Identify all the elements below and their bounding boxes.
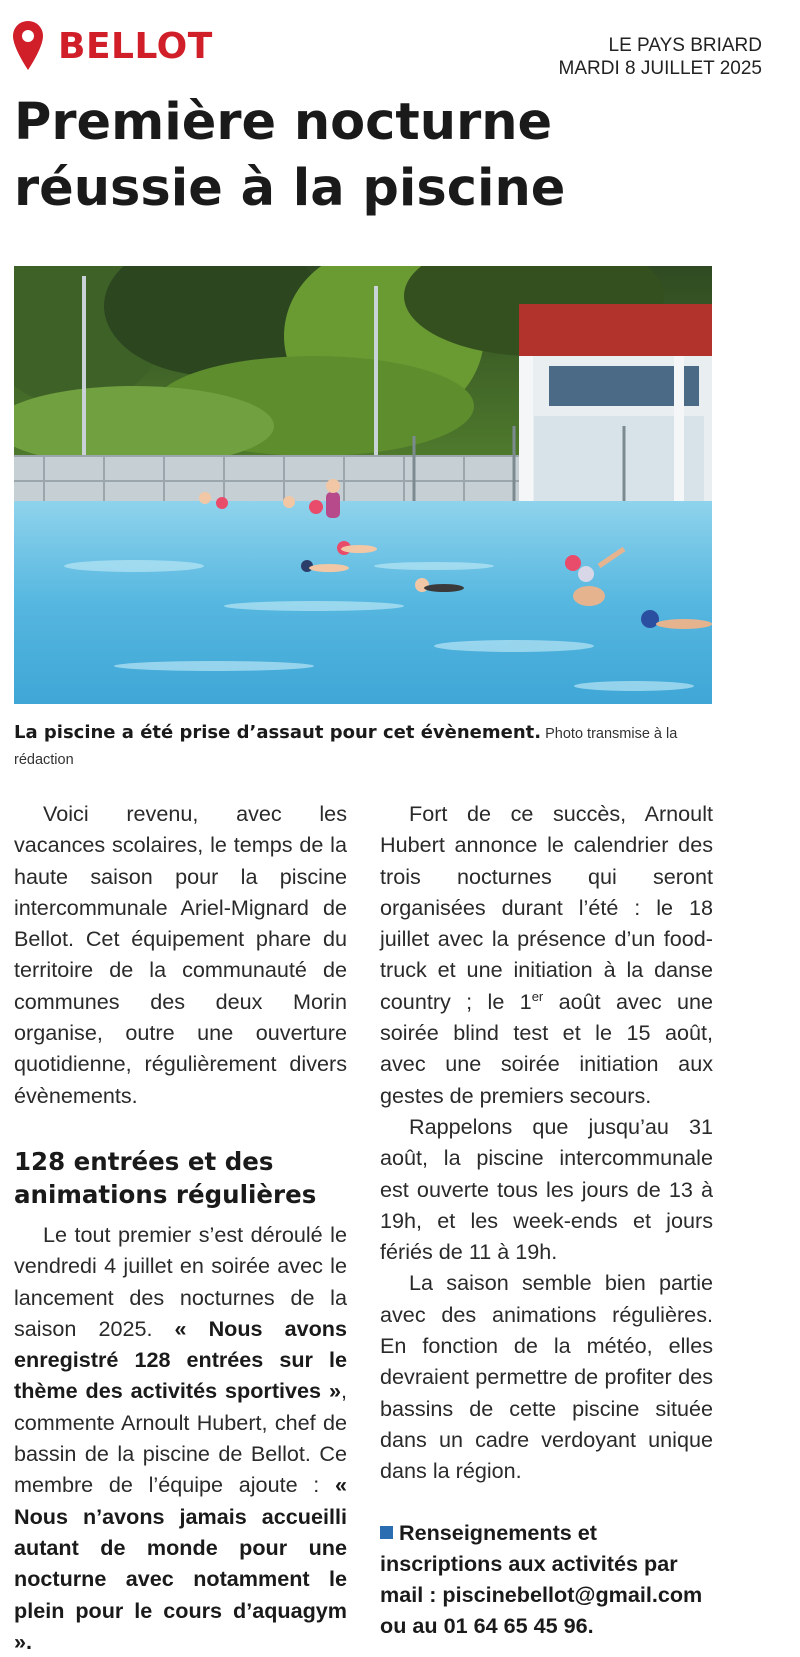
article-paragraph-5: La saison semble bien partie avec des animations régulières. En fonction de la météo, elles devraient permettre de profiter des bassins de cette piscine située dans un cadre verdoyant unique dans la région. [380,1270,713,1484]
article-paragraph-1: Voici revenu, avec les vacances scolaires, le temps de la haute saison pour la piscine intercommunale Ariel-Mignard de Bellot. Cet équipement phare du territoire de la communauté de communes des deux Morin organise, outre une ouverture quotidienne, régulièrement divers évènements. [14,801,347,1108]
quote-1: « Nous avons enregistré 128 entrées sur le thème des activités sportives » [14,1315,347,1404]
caption-text: La piscine a été prise d’assaut pour cet évènement. [14,722,542,743]
photo-credit: Photo transmise à la rédaction [14,726,678,768]
location-label: BELLOT [58,26,213,67]
pool-photo [14,266,712,704]
paragraph-2-intro: Le tout premier s’est déroulé le vendredi 4 juillet en soirée avec le lancement des nocturnes de la saison 2025. [14,1221,347,1341]
paragraph-2-middle: , commente Arnoult Hubert, chef de bassin de la piscine de Bellot. Ce membre de l’équipe ajoute : [14,1378,347,1498]
article-paragraph-3 [380,798,713,1111]
paragraph-3-end: août avec une soirée blind test et le 15 août, avec une soirée initiation aux gestes de premiers secours. [380,988,713,1108]
article-paragraph-4: Rappelons que jusqu’au 31 août, la piscine intercommunale est ouverte tous les jours de 13 à 19h, et les week-ends et jours fériés de 11 à 19h. [380,1113,713,1265]
quote-2: « Nous n’avons jamais accueilli autant de monde pour une nocturne avec notamment le plein pour le cours d’aquagym ». [14,1472,347,1654]
bullet-square-icon [380,1526,393,1539]
article-header [0,0,800,230]
location-pin-icon [12,20,44,72]
contact-info-text: Renseignements et inscriptions aux activités par mail : piscinebellot@gmail.com ou au 01 64 65 45 96. [380,1519,703,1639]
publication-date: MARDI 8 JUILLET 2025 [558,58,762,79]
headline [14,90,774,222]
photo-caption [14,720,714,773]
paragraph-3-start: Fort de ce succès, Arnoult Hubert annonce le calendrier des trois nocturnes qui seront organisées durant l’été : le 18 juillet avec la présence d’un food-truck et une initiation à la danse country ; le 1 [380,801,713,1014]
headline-line-2: réussie à la piscine [14,159,566,218]
ordinal-superscript: er [531,988,544,1004]
article-subheading: 128 entrées et des animations régulières [14,1146,317,1209]
contact-info [380,1517,713,1642]
newspaper-info [559,34,762,80]
headline-line-1: Première nocturne [14,93,553,152]
newspaper-name: LE PAYS BRIARD [608,35,762,56]
article-paragraph-2 [14,1219,347,1657]
article-column-right [380,798,713,1642]
article-column-left [14,798,347,1657]
